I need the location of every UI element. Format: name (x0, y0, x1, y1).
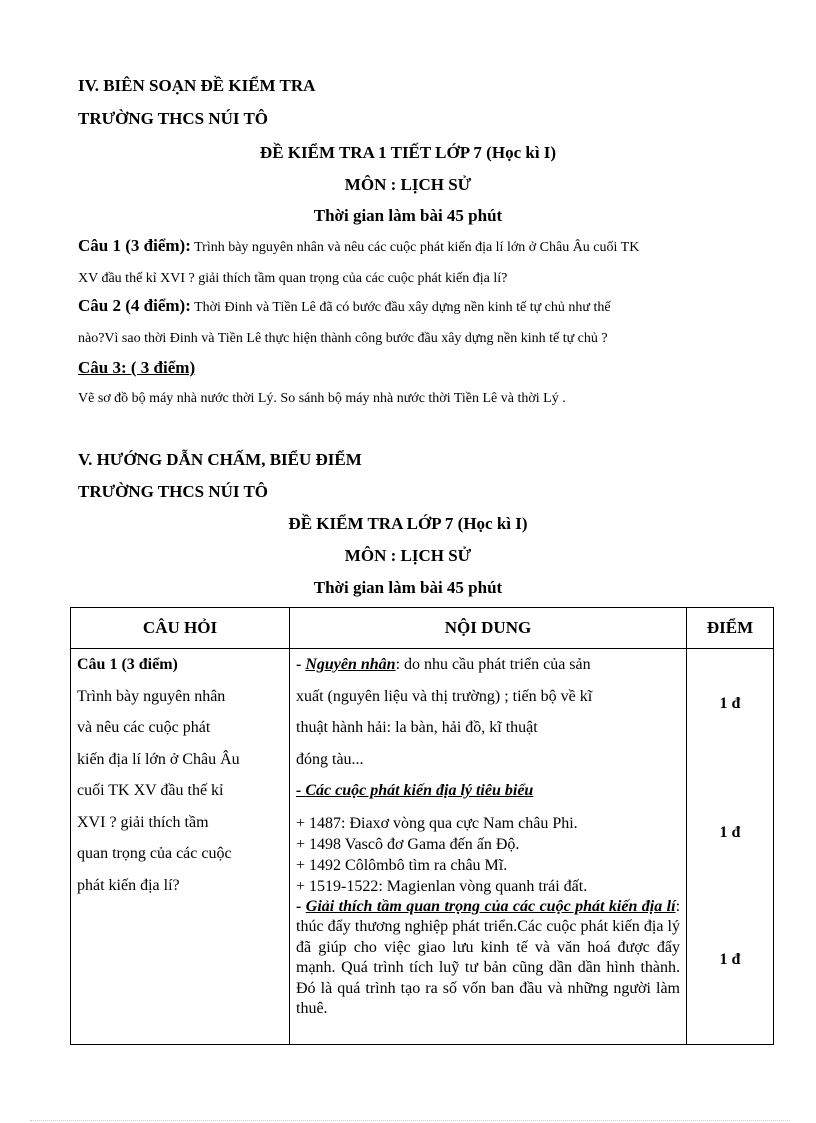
header-score: ĐIỂM (687, 608, 774, 649)
school-name-2: TRƯỜNG THCS NÚI TÔ (78, 482, 269, 501)
subject-title: MÔN : LỊCH SỬ (344, 175, 472, 194)
page-bottom-divider (30, 1120, 790, 1121)
question-cell-title: Câu 1 (3 điểm) (77, 656, 178, 673)
exam-title: ĐỀ KIỂM TRA 1 TIẾT LỚP 7 (Học kì I) (259, 143, 557, 162)
question-cell-line: Trình bày nguyên nhân (77, 687, 226, 705)
list-item: + 1519-1522: Magienlan vòng quanh trái đất. (296, 877, 588, 895)
header-content: NỘI DUNG (290, 608, 687, 649)
importance-label: Giải thích tầm quan trọng của các cuộc phát kiến địa lí (305, 897, 676, 915)
question-1-continued: XV đầu thế kỉ XVI ? giải thích tầm quan trọng của các cuộc phát kiến địa lí? (78, 271, 508, 286)
question-cell-line: phát kiến địa lí? (77, 876, 180, 894)
cause-text: : do nhu cầu phát triển của sản (395, 656, 591, 673)
question-2-label: Câu 2 (4 điểm): (78, 296, 191, 315)
score-cell (687, 649, 774, 1045)
question-1-label: Câu 1 (3 điểm): (78, 236, 191, 255)
score-2: 1 đ (719, 824, 741, 841)
section-4-heading: IV. BIÊN SOẠN ĐỀ KIỂM TRA (78, 76, 316, 95)
importance-text: : thúc đẩy thương nghiệp phát triển.Các cuộc phát kiến địa lý đã giúp cho việc giao lưu kinh tế và văn hoá được đẩy mạnh. Quá trình tích luỹ tư bản cũng dần dần hình thành. Đó là quá trình tạo ra số vốn ban đầu và những người làm thuê. (296, 897, 681, 1017)
question-1-text: Trình bày nguyên nhân và nêu các cuộc phát kiến địa lí lớn ở Châu Âu cuối TK (190, 240, 640, 255)
question-2-continued: nào?Vì sao thời Đinh và Tiền Lê thực hiện thành công bước đầu xây dựng nền kinh tế tự chủ ? (78, 331, 608, 346)
marking-table (70, 607, 774, 1045)
subject-title-2: MÔN : LỊCH SỬ (344, 546, 472, 565)
cause-block (296, 649, 680, 807)
question-1 (78, 236, 639, 256)
table-row (71, 649, 774, 1045)
school-name: TRƯỜNG THCS NÚI TÔ (78, 109, 269, 128)
exam-title-2: ĐỀ KIỂM TRA LỚP 7 (Học kì I) (288, 514, 528, 533)
question-cell-line: XVI ? giải thích tầm (77, 813, 209, 831)
list-item: + 1498 Vascô đơ Gama đến ấn Độ. (296, 835, 520, 853)
table-header-row (71, 608, 774, 649)
voyages-list (296, 813, 680, 897)
question-3-label: Câu 3: ( 3 điểm) (78, 358, 196, 377)
question-2-text: Thời Đinh và Tiền Lê đã có bước đầu xây dựng nền kinh tế tự chủ như thế (190, 300, 611, 315)
voyages-label: Các cuộc phát kiến địa lý tiêu biểu (305, 782, 534, 799)
cause-label: Nguyên nhân (305, 656, 396, 673)
score-3: 1 đ (719, 951, 741, 968)
cause-line: - Nguyên nhân: do nhu cầu phát triển của sản (296, 656, 591, 673)
question-cell-line: quan trọng của các cuộc (77, 845, 232, 862)
time-limit: Thời gian làm bài 45 phút (313, 206, 503, 225)
question-3-text: Vẽ sơ đồ bộ máy nhà nước thời Lý. So sánh bộ máy nhà nước thời Tiền Lê và thời Lý . (78, 391, 566, 406)
question-cell-line: và nêu các cuộc phát (77, 719, 211, 736)
voyages-heading: - Các cuộc phát kiến địa lý tiêu biểu (296, 782, 534, 799)
header-question: CÂU HỎI (71, 608, 290, 649)
list-item: + 1487: Điaxơ vòng qua cực Nam châu Phi. (296, 814, 578, 832)
question-cell (71, 649, 290, 1045)
content-cell (290, 649, 687, 1045)
cause-line: xuất (nguyên liệu và thị trường) ; tiến bộ về kĩ (296, 687, 593, 705)
section-5-heading: V. HƯỚNG DẪN CHẤM, BIỂU ĐIỂM (78, 450, 362, 469)
list-item: + 1492 Côlômbô tìm ra châu Mĩ. (296, 856, 508, 874)
question-2 (78, 296, 611, 316)
time-limit-2: Thời gian làm bài 45 phút (313, 578, 503, 597)
question-cell-line: cuối TK XV đầu thế kỉ (77, 782, 224, 799)
importance-block: - Giải thích tầm quan trọng của các cuộc phát kiến địa lí: thúc đẩy thương nghiệp phát triển.Các cuộc phát kiến địa lý đã giúp cho việc giao lưu kinh tế và văn hoá được đẩy mạnh. Quá trình tích luỹ tư bản cũng dần dần hình thành. Đó là quá trình tạo ra số vốn ban đầu và những người làm thuê. (296, 897, 681, 1017)
cause-line: thuật hành hải: la bàn, hải đồ, kĩ thuật (296, 719, 538, 736)
score-1: 1 đ (719, 695, 741, 712)
cause-line: đóng tàu... (296, 750, 364, 768)
question-cell-line: kiến địa lí lớn ở Châu Âu (77, 750, 240, 768)
